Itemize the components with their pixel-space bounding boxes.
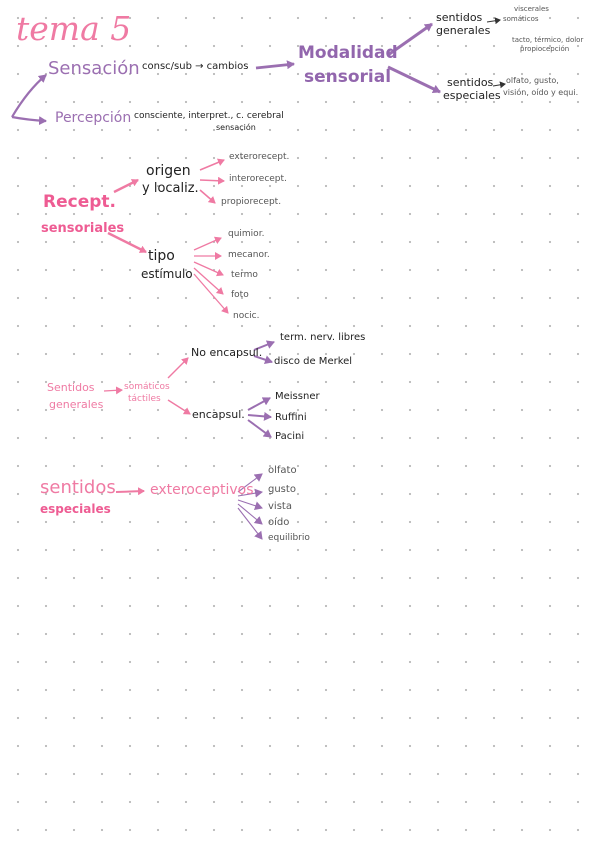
arrow-to-modalidad <box>256 64 294 68</box>
node-sent-especiales-2: especiales <box>40 502 111 516</box>
esp-item-equilibrio: equilibrio <box>268 533 310 543</box>
page-title: tema 5 <box>16 9 132 48</box>
arrow-propio <box>200 190 215 203</box>
node-encaps: encapsul. <box>192 408 245 421</box>
arrow-meissner <box>248 398 270 410</box>
arrow-ruffini <box>248 415 271 417</box>
note-generales-1: viscerales <box>514 5 549 13</box>
node-exteroceptivos: exteroceptivos <box>150 482 254 498</box>
esp-item-vista: vista <box>268 501 292 512</box>
bracket-arrow-sensacion <box>12 75 46 117</box>
node-somaticos-1: somáticos <box>124 382 170 392</box>
node-especiales-2: especiales <box>443 89 501 102</box>
arrow-equilibrio <box>238 508 262 539</box>
node-sent-generales-2: generales <box>49 398 104 411</box>
arrow-sent-generales-to-somaticos <box>104 390 122 391</box>
node-origen-1: origen <box>146 163 191 179</box>
node-tipo-1: tipo <box>148 248 175 264</box>
arrow-to-no-encaps <box>168 358 188 378</box>
tipo-item-foto: foto <box>231 290 249 300</box>
node-somaticos-2: táctiles <box>128 394 161 404</box>
arrow-to-encaps <box>168 400 190 414</box>
node-sent-generales-1: Sentidos <box>47 381 95 394</box>
origen-item-propio: propiorecept. <box>221 197 282 207</box>
note-generales-2: somáticos <box>503 15 539 23</box>
arrow-quimio <box>194 238 221 250</box>
note-sensacion: consc/sub → cambios <box>142 61 249 72</box>
arrow-generales-note <box>487 20 500 22</box>
origen-item-intero: interorecept. <box>229 174 287 184</box>
esp-item-olfato: olfato <box>268 465 297 476</box>
item-ruffini: Ruffini <box>275 412 307 423</box>
node-generales-2: generales <box>436 24 491 37</box>
item-pacini: Pacini <box>275 431 305 442</box>
node-origen-2: y localiz. <box>142 181 199 196</box>
tipo-item-termo: termo <box>231 270 258 280</box>
node-especiales-1: sentidos <box>447 76 494 89</box>
arrow-termo <box>194 262 223 275</box>
origen-item-extero: exterorecept. <box>229 152 290 162</box>
arrow-pacini <box>248 420 271 437</box>
arrow-to-extero <box>116 491 144 492</box>
item-meissner: Meissner <box>275 391 320 402</box>
note-generales-3: tacto, térmico, dolor <box>512 36 584 44</box>
tipo-item-quimio: quimior. <box>228 229 265 239</box>
arrow-intero <box>200 180 224 181</box>
arrow-extero <box>200 160 224 170</box>
tipo-item-nocic: nocic. <box>233 311 260 321</box>
arrow-to-origen <box>114 180 138 192</box>
node-percepcion: Percepción <box>55 110 132 126</box>
node-tipo-2: estímulo <box>141 267 193 281</box>
esp-item-oido: oído <box>268 517 290 528</box>
note-percepcion-2: sensación <box>216 123 256 132</box>
node-no-encaps: No encapsul. <box>191 346 263 359</box>
note-especiales-2: visión, oído y equi. <box>503 88 579 97</box>
item-term-nerv: term. nerv. libres <box>280 332 366 343</box>
bracket-arrow-percepcion <box>12 117 46 121</box>
arrow-especiales-note <box>493 84 505 86</box>
arrow-to-especiales <box>388 67 440 92</box>
node-generales-1: sentidos <box>436 11 483 24</box>
node-sent-especiales-1: sentidos <box>40 477 116 498</box>
note-generales-4: propiocepción <box>520 45 570 53</box>
esp-item-gusto: gusto <box>268 484 296 495</box>
node-sensacion: Sensación <box>48 58 140 79</box>
node-receptores-1: Recept. <box>43 192 116 212</box>
note-percepcion-1: consciente, interpret., c. cerebral <box>134 111 284 121</box>
note-especiales-1: olfato, gusto, <box>506 76 559 85</box>
item-merkel: disco de Merkel <box>274 356 353 367</box>
node-modalidad-2: sensorial <box>304 67 392 87</box>
node-receptores-2: sensoriales <box>41 221 125 236</box>
node-modalidad-1: Modalidad <box>298 43 398 63</box>
tipo-item-mecano: mecanor. <box>228 250 270 260</box>
